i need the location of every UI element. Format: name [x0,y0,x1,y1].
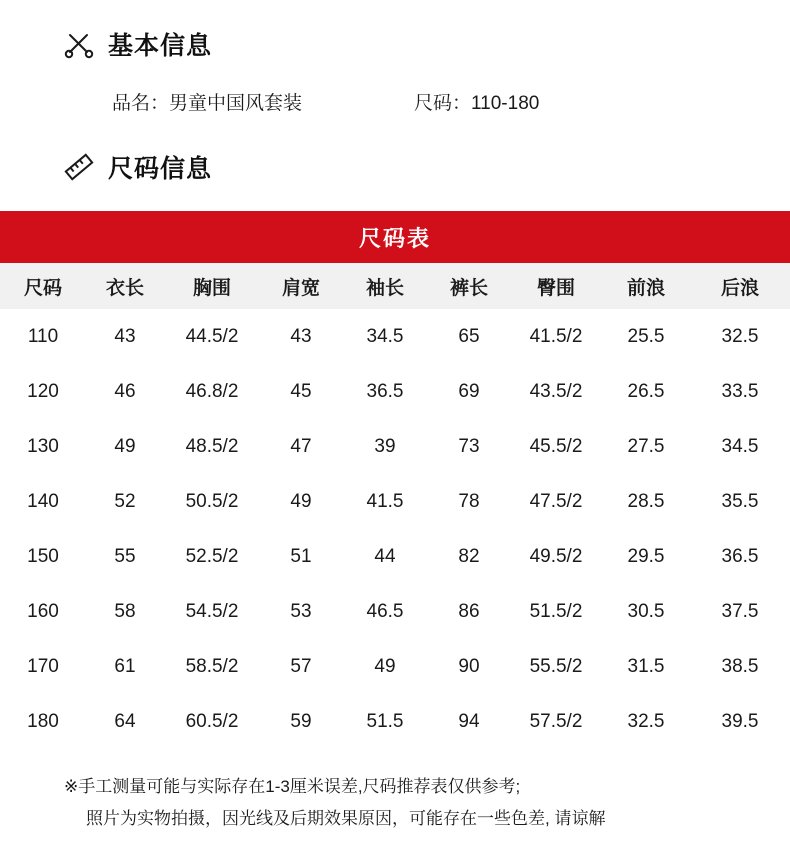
product-name-text: 品名：男童中国风套装 [112,93,303,114]
table-cell: 30.5 [627,600,665,622]
table-cell: 49 [374,655,396,677]
table-cell: 59 [290,710,312,732]
size-chart-body [0,309,790,749]
table-cell: 29.5 [627,545,665,567]
note-color-difference: 照片为实物拍摄，因光线及后期效果原因，可能存在一些色差, 请谅解 [86,809,606,829]
table-cell: 78 [458,490,480,512]
column-header: 前浪 [626,277,665,299]
table-cell: 57.5/2 [529,710,583,732]
table-cell: 47 [290,435,312,457]
table-cell: 34.5 [366,325,404,347]
table-cell: 48.5/2 [185,435,239,457]
size-chart-header [0,263,790,309]
table-cell: 34.5 [721,435,759,457]
table-cell: 46.5 [366,600,404,622]
table-cell: 32.5 [627,710,665,732]
table-row [0,584,790,639]
table-header-row [0,263,790,309]
column-header: 袖长 [365,277,404,299]
table-cell: 45.5/2 [529,435,583,457]
column-header: 尺码 [23,277,62,299]
table-cell: 49 [290,490,312,512]
table-row [0,474,790,529]
table-cell: 65 [458,325,480,347]
table-cell: 90 [458,655,480,677]
column-header: 衣长 [105,277,144,299]
basic-info-heading [0,0,790,62]
table-cell: 61 [114,655,136,677]
table-cell: 38.5 [721,655,759,677]
table-cell: 150 [27,545,59,567]
table-cell: 60.5/2 [185,710,239,732]
table-cell: 51.5/2 [529,600,583,622]
table-cell: 35.5 [721,490,759,512]
table-cell: 41.5 [366,490,404,512]
table-cell: 44 [374,545,396,567]
column-header: 后浪 [720,277,759,299]
table-cell: 69 [458,380,480,402]
table-cell: 86 [458,600,480,622]
table-cell: 39 [374,435,396,457]
table-cell: 170 [27,655,59,677]
size-chart-banner-text: 尺码表 [358,225,431,251]
table-cell: 58 [114,600,136,622]
table-cell: 64 [114,710,136,732]
table-cell: 43 [114,325,136,347]
table-row [0,309,790,364]
size-chart-banner [0,211,790,263]
table-cell: 46.8/2 [185,380,239,402]
table-cell: 36.5 [721,545,759,567]
table-cell: 28.5 [627,490,665,512]
table-row [0,529,790,584]
table-row [0,364,790,419]
table-cell: 25.5 [627,325,665,347]
table-row [0,419,790,474]
note-measurement-tolerance: ※手工测量可能与实际存在1-3厘米误差,尺码推荐表仅供参考; [64,777,521,796]
table-cell: 130 [27,435,59,457]
table-row [0,639,790,694]
table-cell: 37.5 [721,600,759,622]
column-header: 臀围 [536,277,575,299]
size-info-title: 尺码信息 [108,155,213,183]
column-header: 胸围 [192,277,231,299]
table-cell: 160 [27,600,59,622]
table-cell: 58.5/2 [185,655,239,677]
table-cell: 55 [114,545,136,567]
table-cell: 82 [458,545,480,567]
table-cell: 41.5/2 [529,325,583,347]
product-size-range-text: 尺码：110-180 [414,93,540,114]
table-cell: 52 [114,490,136,512]
table-cell: 73 [458,435,480,457]
table-cell: 120 [27,380,59,402]
table-cell: 140 [27,490,59,512]
table-cell: 47.5/2 [529,490,583,512]
table-cell: 45 [290,380,312,402]
table-cell: 51 [290,545,312,567]
table-cell: 49.5/2 [529,545,583,567]
size-info-heading [0,149,790,185]
table-cell: 33.5 [721,380,759,402]
table-cell: 50.5/2 [185,490,239,512]
table-cell: 26.5 [627,380,665,402]
table-cell: 94 [458,710,480,732]
table-cell: 27.5 [627,435,665,457]
table-cell: 31.5 [627,655,665,677]
table-cell: 57 [290,655,312,677]
table-cell: 55.5/2 [529,655,583,677]
table-cell: 51.5 [366,710,404,732]
column-header: 裤长 [449,277,488,299]
table-cell: 46 [114,380,136,402]
table-cell: 110 [27,325,59,347]
table-cell: 53 [290,600,312,622]
table-row [0,694,790,749]
table-cell: 54.5/2 [185,600,239,622]
table-cell: 180 [27,710,59,732]
basic-info-row [0,88,790,115]
table-cell: 43.5/2 [529,380,583,402]
scissors-icon [64,29,94,59]
table-cell: 43 [290,325,312,347]
table-cell: 52.5/2 [185,545,239,567]
table-cell: 39.5 [721,710,759,732]
table-cell: 32.5 [721,325,759,347]
basic-info-title: 基本信息 [108,32,213,60]
table-cell: 44.5/2 [185,325,239,347]
table-cell: 49 [114,435,136,457]
table-cell: 36.5 [366,380,404,402]
ruler-icon [64,152,94,182]
column-header: 肩宽 [281,277,320,299]
size-chart-table [0,263,790,749]
measurement-notes [0,771,790,836]
